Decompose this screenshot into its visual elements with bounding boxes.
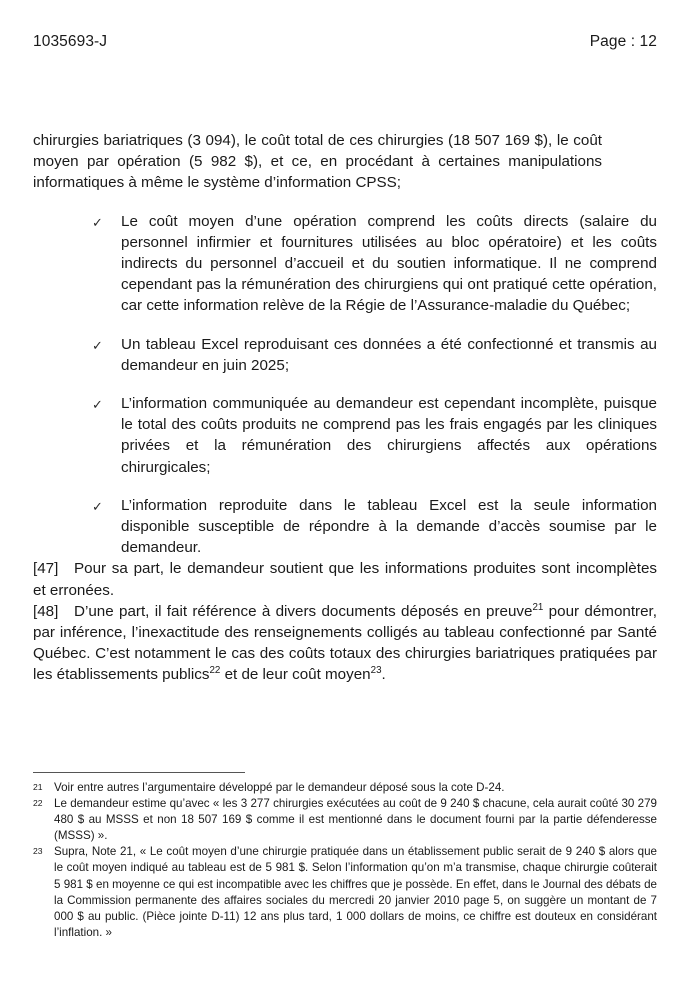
paragraph-text: Pour sa part, le demandeur soutient que les informations produites sont incomplètes et erronées. (33, 560, 657, 599)
paragraph-48 (33, 601, 657, 686)
footnote-ref-23[interactable]: 23 (370, 665, 382, 677)
footnote-number: 22 (33, 798, 43, 809)
list-item (88, 334, 657, 376)
paragraph-text-part-4: . (381, 666, 386, 684)
footnote-ref-22[interactable]: 22 (209, 665, 221, 677)
paragraph-47 (33, 558, 657, 600)
list-item (88, 211, 657, 317)
list-item (88, 495, 657, 559)
footnotes-section (33, 772, 657, 941)
footnote-ref-21[interactable]: 21 (532, 601, 544, 613)
footnote-22 (33, 796, 657, 844)
check-icon: ✓ (92, 337, 103, 353)
paragraph-number: [47] (33, 560, 59, 578)
footnote-23 (33, 844, 657, 941)
check-icon: ✓ (92, 397, 103, 413)
paragraph-number: [48] (33, 602, 59, 620)
paragraph-text-part-1: D’une part, il fait référence à divers documents déposés en preuve (74, 602, 533, 620)
list-item-text: L’information reproduite dans le tableau Excel est la seule information disponible susceptible de répondre à la demande d’accès soumise par le demandeur. (121, 496, 657, 557)
paragraph-text-part-3: et de leur coût moyen (220, 666, 371, 684)
bullet-list (33, 211, 657, 559)
list-item (88, 393, 657, 478)
page-number-label: Page : 12 (589, 33, 657, 50)
footnote-text: Voir entre autres l’argumentaire développé par le demandeur déposé sous la cote D-24. (54, 781, 505, 794)
document-number: 1035693-J (33, 33, 108, 50)
footnote-separator (33, 772, 245, 773)
check-icon: ✓ (92, 498, 103, 514)
list-item-text: Le coût moyen d’une opération comprend les coûts directs (salaire du personnel infirmier et fournitures utilisées au bloc opératoire) et les coûts indirects du personnel d’accueil et du soutien informatique. Il ne comprend cependant pas la rémunération des chirurgiens qui ont pratiqué cette opération, car cette information relève de la Régie de l’Assurance-maladie du Québec; (121, 212, 657, 315)
paragraph-text-part-2: pour démontrer, par inférence, l’inexactitude des renseignements colligés au tableau confectionné par Santé Québec. C’est notamment le cas des coûts totaux des chirurgies bariatriques pratiquées par les établissements publics (33, 602, 657, 684)
list-item-text: Un tableau Excel reproduisant ces données a été confectionné et transmis au demandeur en juin 2025; (121, 335, 657, 374)
footnote-number: 21 (33, 782, 43, 792)
footnote-list (33, 780, 657, 941)
list-item-text: L’information communiquée au demandeur est cependant incomplète, puisque le total des coûts produits ne comprend pas les frais engagés par les cliniques privées et la rémunération des chirurgiens affectés aux opérations chirurgicales; (121, 395, 657, 476)
footnote-text: Le demandeur estime qu’avec « les 3 277 chirurgies exécutées au coût de 9 240 $ chacune, cela aurait coûté 30 279 480 $ au MSSS et non 18 507 169 $ comme il est mentionné dans le document fourni par la partie défenderesse (MSSS) ». (54, 797, 657, 843)
page-header (33, 30, 657, 54)
document-body (33, 130, 657, 686)
footnote-21 (33, 780, 657, 796)
footnote-number: 23 (33, 846, 43, 857)
footnote-text: Supra, Note 21, « Le coût moyen d’une chirurgie pratiquée dans un établissement public serait de 9 240 $ alors que le coût moyen indiqué au tableau est de 5 981 $. Selon l’information qu’on m’a transmise, chaque chirurgie coûterait 5 981 $ en moyenne ce qui est incompatible avec les chiffres que je possède. En effet, dans le Journal des débats de la Commission permanente des affaires sociales du mercredi 20 janvier 2010 page 5, on suggère un montant de 7 000 $ au public. (Pièce jointe D-11) 12 ans plus tard, 1 000 dollars de moins, ce chiffre est douteux en considérant l’inflation. » (54, 845, 657, 939)
continued-paragraph: chirurgies bariatriques (3 094), le coût total de ces chirurgies (18 507 169 $), le coût moyen par opération (5 982 $), et ce, en procédant à certaines manipulations informatiques à même le système d’information CPSS; (33, 132, 602, 192)
check-icon: ✓ (92, 214, 103, 230)
